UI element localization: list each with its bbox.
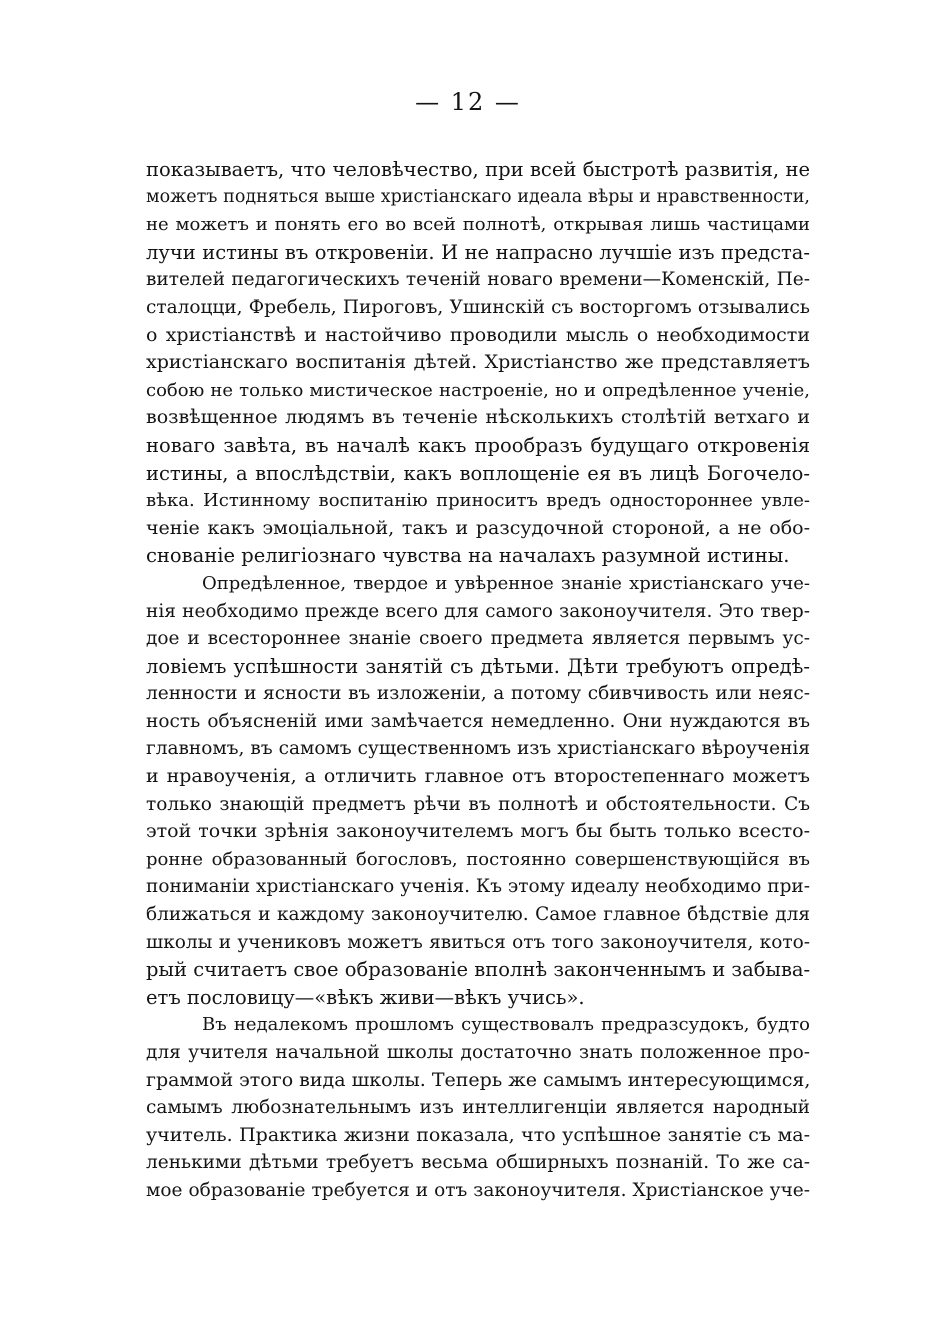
- text-line: ленькими дѣтьми требуетъ весьма обширныхъ познаній. То же са-: [146, 1152, 810, 1174]
- text-line: дое и всестороннее знаніе своего предмета является первымъ ус-: [146, 628, 810, 650]
- text-line: христіанскаго воспитанія дѣтей. Христіанство же представляетъ: [146, 351, 810, 374]
- text-line: собою не только мистическое настроеніе, но и опредѣленное ученіе,: [146, 379, 810, 401]
- text-line: етъ пословицу—«вѣкъ живи—вѣкъ учись».: [146, 985, 585, 1009]
- text-line: этой точки зрѣнія законоучителемъ могъ бы быть только всесто-: [146, 820, 810, 843]
- paragraph: [146, 1011, 810, 1204]
- text-line: снованіе религіознаго чувства на началахъ разумной истины.: [146, 544, 790, 568]
- text-line: показываетъ, что человѣчество, при всей быстротѣ развитія, не: [146, 158, 810, 181]
- text-line: ловіемъ успѣшности занятій съ дѣтьми. Дѣти требуютъ опредѣ-: [146, 654, 810, 678]
- paragraph: [146, 156, 810, 570]
- text-line: учитель. Практика жизни показала, что успѣшное занятіе съ ма-: [146, 1123, 810, 1146]
- text-line: сталоцци, Фребель, Пироговъ, Ушинскій съ восторгомъ отзывались: [146, 296, 810, 318]
- text-line: ближаться и каждому законоучителю. Самое главное бѣдствіе для: [146, 904, 810, 926]
- text-line: ронне образованный богословъ, постоянно совершенствующійся въ: [146, 848, 810, 870]
- text-line: школы и учениковъ можетъ явиться отъ того законоучителя, кото-: [146, 931, 810, 953]
- text-line: не можетъ и понять его во всей полнотѣ, открывая лишь частицами: [146, 214, 810, 236]
- text-line: о христіанствѣ и настойчиво проводили мысль о необходимости: [146, 323, 810, 346]
- text-line: возвѣщенное людямъ въ теченіе нѣсколькихъ столѣтій ветхаго и: [146, 406, 810, 429]
- text-line: и нравоученія, а отличить главное отъ второстепеннаго можетъ: [146, 765, 810, 788]
- text-line: для учителя начальной школы достаточно знать положенное про-: [146, 1042, 810, 1063]
- text-line: новаго завѣта, въ началѣ какъ прообразъ будущаго откровенія: [146, 433, 810, 457]
- paragraph: [146, 570, 810, 1012]
- text-line: можетъ подняться выше христіанскаго идеала вѣры и нравственности,: [146, 186, 810, 207]
- text-line: вѣка. Истинному воспитанію приноситъ вредъ одностороннее увле-: [146, 490, 810, 512]
- text-line: Въ недалекомъ прошломъ существовалъ предразсудокъ, будто: [202, 1014, 810, 1036]
- text-line: ленности и ясности въ изложеніи, а потому сбивчивость или неяс-: [146, 683, 810, 705]
- text-line: лучи истины въ откровеніи. И не напрасно лучшіе изъ предста-: [146, 240, 810, 264]
- page-number: — 12 —: [415, 88, 521, 116]
- text-line: нія необходимо прежде всего для самого законоучителя. Это твер-: [146, 600, 810, 622]
- text-line: истины, а впослѣдствіи, какъ воплощеніе ея въ лицѣ Богочело-: [146, 461, 810, 485]
- text-line: мое образованіе требуется и отъ законоучителя. Христіанское уче-: [146, 1179, 810, 1201]
- text-line: ченіе какъ эмоціальной, такъ и разсудочной стороной, а не обо-: [146, 516, 810, 539]
- text-line: Опредѣленное, твердое и увѣренное знаніе христіанскаго уче-: [202, 572, 810, 594]
- text-line: только знающій предметъ рѣчи въ полнотѣ и обстоятельности. Съ: [146, 793, 810, 815]
- text-line: главномъ, въ самомъ существенномъ изъ христіанскаго вѣроученія: [146, 738, 810, 760]
- text-line: граммой этого вида школы. Теперь же самымъ интересующимся,: [146, 1068, 810, 1091]
- text-line: ность объясненій ими замѣчается немедленно. Они нуждаются въ: [146, 710, 810, 732]
- text-line: пониманіи христіанскаго ученія. Къ этому идеалу необходимо при-: [146, 876, 810, 898]
- text-line: самымъ любознательнымъ изъ интеллигенціи является народный: [146, 1097, 810, 1119]
- text-line: вителей педагогическихъ теченій новаго времени—Коменскій, Пе-: [146, 269, 810, 291]
- text-line: рый считаетъ свое образованіе вполнѣ законченнымъ и забыва-: [146, 958, 810, 982]
- body-text: [146, 156, 810, 1205]
